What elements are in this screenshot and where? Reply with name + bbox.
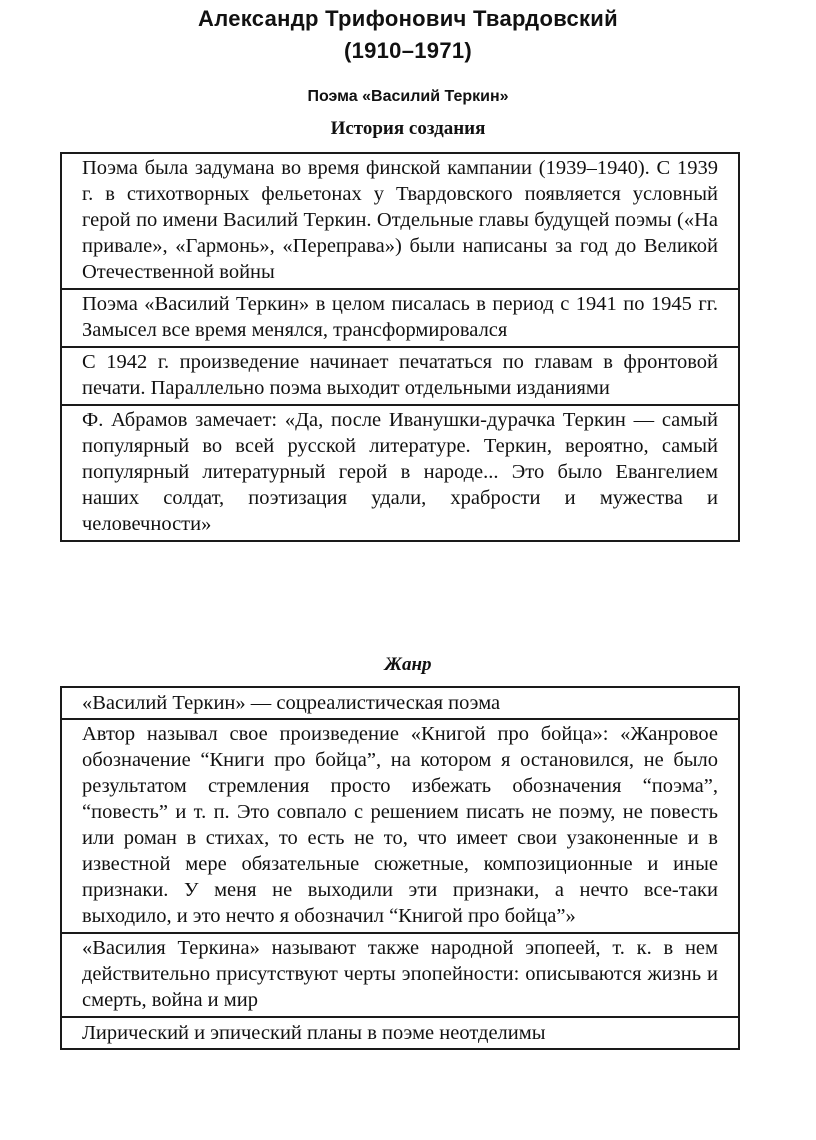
history-section-title: История создания: [330, 118, 486, 139]
history-row-text: С 1942 г. произведение начинает печататься по главам в фронтовой печати. Параллельно поэма выходит отдельными изданиями: [82, 351, 718, 399]
history-row: [62, 290, 738, 348]
author-years: (1910–1971): [343, 38, 473, 63]
genre-row-text: «Василий Теркин» — соцреалистическая поэма: [82, 692, 501, 714]
genre-row: [62, 720, 738, 934]
genre-row: [62, 1018, 738, 1048]
history-table: [60, 152, 740, 542]
genre-section-title: Жанр: [384, 654, 432, 675]
history-row-text: Поэма была задумана во время финской кампании (1939–1940). С 1939 г. в стихотворных фельетонах у Твардовского появляется условный герой по имени Василий Теркин. Отдельные главы будущей поэмы («На привале», «Гармонь», «Переправа») были написаны за год до Великой Отечественной войны: [82, 157, 718, 283]
genre-row-text: Автор называл свое произведение «Книгой про бойца»: «Жанровое обозначение “Книги про бойца”, на котором я остановился, не было результатом стремления просто избежать обозначения “поэма”, “повесть” и т. п. Это совпало с решением писать не поэму, не повесть или роман в стихах, то есть не то, что имеет свои узаконенные и в известной мере обязательные сюжетные, композиционные и иные признаки. У меня не выходили эти признаки, а нечто все-таки выходило, и это нечто я обозначил “Книгой про бойца”»: [82, 723, 718, 927]
genre-row: [62, 934, 738, 1018]
history-row: [62, 406, 738, 540]
history-row-text: Поэма «Василий Теркин» в целом писалась в период с 1941 по 1945 гг. Замысел все время менялся, трансформировался: [82, 293, 718, 341]
genre-row: [62, 688, 738, 720]
history-row-text: Ф. Абрамов замечает: «Да, после Иванушки-дурачка Теркин — самый популярный во всей русской литературе. Теркин, вероятно, самый популярный литературный герой в народе... Это было Евангелием наших солдат, поэтизация удали, храбрости и мужества и человечности»: [82, 409, 718, 535]
history-row: [62, 348, 738, 406]
genre-row-text: Лирический и эпический планы в поэме неотделимы: [82, 1022, 546, 1044]
history-row: [62, 154, 738, 290]
author-name: Александр Трифонович Твардовский: [198, 6, 618, 31]
poem-title: Поэма «Василий Теркин»: [307, 88, 509, 105]
genre-row-text: «Василия Теркина» называют также народной эпопеей, т. к. в нем действительно присутствуют черты эпопейности: описываются жизнь и смерть, война и мир: [82, 937, 718, 1011]
genre-table: [60, 686, 740, 1050]
